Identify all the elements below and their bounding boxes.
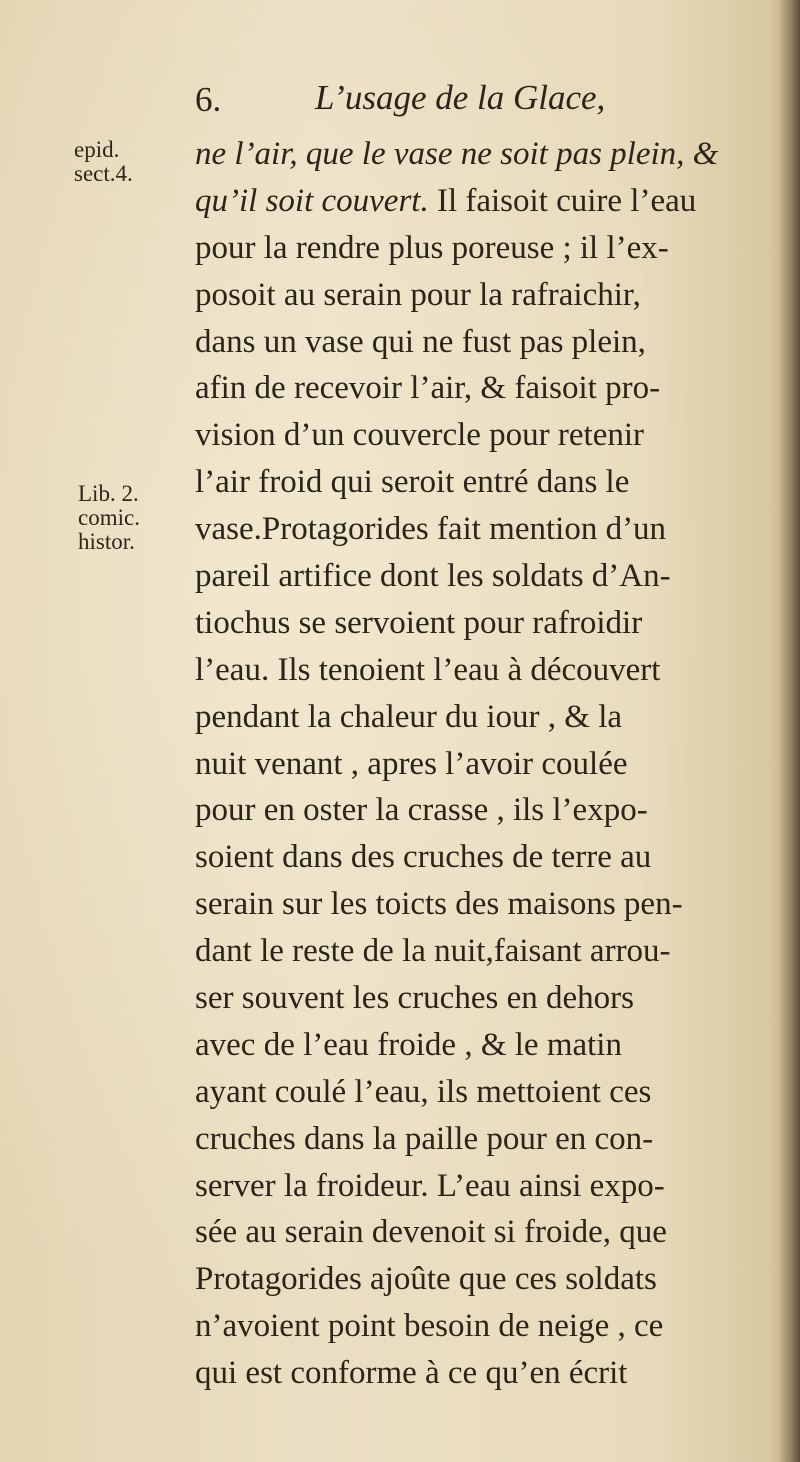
body-line: l’eau. Ils tenoient l’eau à découvert bbox=[195, 651, 661, 688]
body-line: pour la rendre plus poreuse ; il l’ex- bbox=[195, 229, 669, 266]
body-line: sée au serain devenoit si froide, que bbox=[195, 1214, 667, 1251]
body-line: dans un vase qui ne fust pas plein, bbox=[195, 323, 646, 360]
margin-note bbox=[74, 138, 133, 186]
page-number: 6. bbox=[195, 80, 222, 119]
body-line: l’air froid qui seroit entré dans le bbox=[195, 464, 630, 501]
margin-note-line: epid. bbox=[74, 137, 120, 162]
body-line-italic-part: qu’il soit couvert. bbox=[195, 182, 429, 219]
body-line: ayant coulé l’eau, ils mettoient ces bbox=[195, 1073, 652, 1110]
body-line-roman-part: Il faisoit cuire l’eau bbox=[428, 182, 697, 219]
body-line: Protagorides ajoûte que ces soldats bbox=[195, 1261, 657, 1298]
body-line: afin de recevoir l’air, & faisoit pro- bbox=[195, 370, 661, 407]
body-line: nuit venant , apres l’avoir coulée bbox=[195, 745, 628, 782]
body-line: pour en oster la crasse , ils l’expo- bbox=[195, 792, 648, 829]
body-line: dant le reste de la nuit,faisant arrou- bbox=[195, 933, 671, 970]
body-line: avec de l’eau froide , & le matin bbox=[195, 1026, 622, 1063]
body-line: vase.Protagorides fait mention d’un bbox=[195, 511, 667, 548]
margin-note-line: histor. bbox=[78, 529, 135, 554]
body-line bbox=[195, 178, 780, 225]
body-line: tiochus se servoient pour rafroidir bbox=[195, 604, 643, 641]
body-line: pendant la chaleur du iour , & la bbox=[195, 698, 623, 735]
body-line: server la froideur. L’eau ainsi expo- bbox=[195, 1167, 665, 1204]
body-line: pareil artifice dont les soldats d’An- bbox=[195, 558, 671, 595]
body-line: posoit au serain pour la rafraichir, bbox=[195, 276, 641, 313]
page-header bbox=[195, 78, 765, 130]
body-line: soient dans des cruches de terre au bbox=[195, 839, 652, 876]
body-line: qui est conforme à ce qu’en écrit bbox=[195, 1355, 628, 1392]
running-title: L’usage de la Glace, bbox=[315, 78, 606, 117]
body-line: vision d’un couvercle pour retenir bbox=[195, 417, 645, 454]
page-gutter-shadow bbox=[778, 0, 800, 1462]
margin-note bbox=[78, 482, 140, 554]
margin-note-line: comic. bbox=[78, 505, 140, 530]
body-line: n’avoient point besoin de neige , ce bbox=[195, 1308, 664, 1345]
body-line: ne l’air, que le vase ne soit pas plein, & bbox=[195, 136, 719, 172]
body-line: ser souvent les cruches en dehors bbox=[195, 980, 634, 1017]
margin-note-line: sect.4. bbox=[74, 161, 133, 186]
body-text bbox=[195, 131, 780, 1397]
body-line: cruches dans la paille pour en con- bbox=[195, 1120, 654, 1157]
margin-note-line: Lib. 2. bbox=[78, 481, 139, 506]
body-line: serain sur les toicts des maisons pen- bbox=[195, 886, 683, 923]
